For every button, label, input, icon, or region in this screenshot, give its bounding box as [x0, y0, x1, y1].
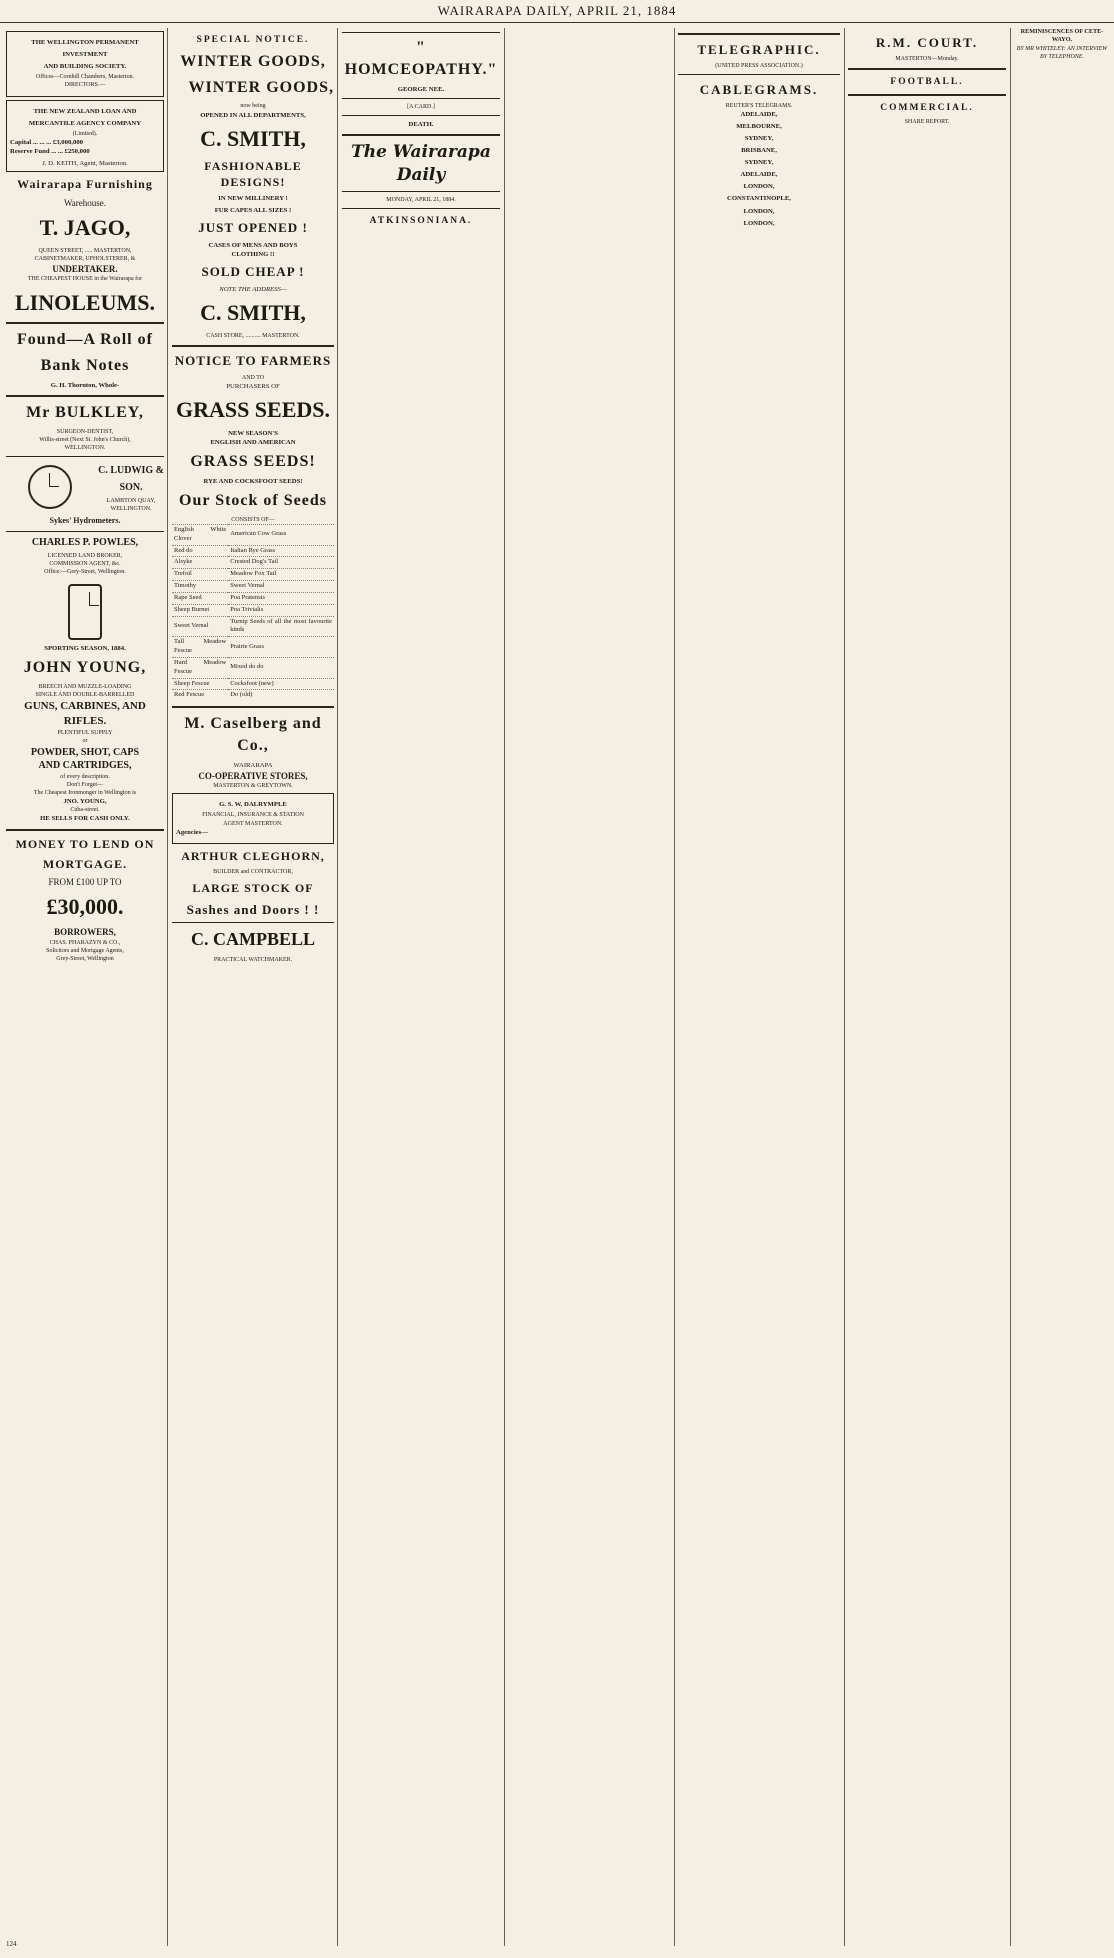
- watch-icon: [28, 465, 72, 509]
- ad-line: Office:—Grey-Street, Wellington.: [44, 569, 126, 576]
- ad-line: SURGEON-DENTIST,: [56, 428, 114, 435]
- section-heading: COMMERCIAL.: [880, 102, 974, 113]
- ad-line: AND CARTRIDGES,: [38, 760, 132, 772]
- seed-row: [172, 616, 334, 637]
- ad-line: or: [82, 738, 88, 745]
- ad-line: FROM £100 UP TO: [48, 877, 122, 888]
- column-rule: [504, 28, 505, 1946]
- ad-title: SPORTING SEASON, 1884.: [44, 645, 126, 653]
- ad-title: INVESTMENT: [62, 51, 108, 59]
- column-5: [678, 28, 840, 1946]
- seed-cell: Tall Meadow Fescue: [172, 637, 228, 658]
- section-subheading: SHARE REPORT.: [904, 118, 950, 125]
- ad-line: AND TO: [241, 374, 265, 381]
- ad-title: MERCANTILE AGENCY COMPANY: [28, 119, 142, 127]
- ad-line: NEW SEASON'S: [228, 430, 278, 437]
- ad-line: SINGLE AND DOUBLE-BARRELLED: [35, 692, 135, 699]
- column-2: [172, 28, 334, 1946]
- ad-line: MASTERTON & GREYTOWN.: [213, 783, 293, 790]
- newspaper-logo: The Wairarapa Daily: [351, 141, 491, 185]
- seed-cell: Rape Seed: [172, 592, 228, 604]
- ad-line: G. H. Thornton, Whole-: [50, 381, 120, 389]
- dateline: LONDON,: [743, 219, 775, 227]
- ad-line: UNDERTAKER.: [52, 264, 118, 275]
- ad-line: BUILDER and CONTRACTOR,: [213, 869, 293, 876]
- column-4: [508, 28, 670, 1946]
- column-6: [848, 28, 1006, 1946]
- ad-line: CO-OPERATIVE STORES,: [198, 770, 308, 781]
- column-rule: [674, 28, 675, 1946]
- byline: BY MR WHITELEY: AN INTERVIEW BY TELEPHONE.: [1016, 45, 1108, 60]
- divider: [172, 345, 334, 347]
- divider: [6, 395, 164, 397]
- capital-line: Capital ... ... ... £3,000,000: [10, 139, 84, 147]
- ad-line: of every description.: [60, 773, 110, 780]
- ad-line: (Limited).: [72, 130, 98, 137]
- seed-cell: Trefoil: [172, 569, 228, 581]
- ad-line: IN NEW MILLINERY !: [218, 195, 288, 203]
- ad-line: NOTE THE ADDRESS—: [219, 285, 287, 293]
- divider: [848, 68, 1006, 70]
- ad-title: C. SMITH,: [200, 300, 306, 326]
- column-7: [1014, 28, 1110, 1946]
- section-heading: FOOTBALL.: [890, 76, 964, 87]
- seed-cell: Meadow Fox Tail: [228, 569, 334, 581]
- ad-title: Sashes and Doors ! !: [186, 901, 320, 917]
- gun-icon: [68, 584, 102, 640]
- ad-line: LICENSED LAND BROKER,: [47, 552, 123, 559]
- ad-line: Sykes' Hydrometers.: [49, 516, 121, 526]
- seed-cell: Red Fescue: [172, 690, 228, 701]
- ad-line: HE SELLS FOR CASH ONLY.: [40, 815, 130, 823]
- ad-line: RIFLES.: [63, 715, 107, 728]
- section-heading: TELEGRAPHIC.: [697, 42, 821, 57]
- ad-line: JNO. YOUNG,: [63, 798, 107, 806]
- seed-cell: Hard Meadow Fescue: [172, 657, 228, 678]
- reserve-line: Reserve Fund ... ... £250,000: [10, 148, 90, 156]
- ad-title: THE NEW ZEALAND LOAN AND: [33, 107, 137, 115]
- divider: [678, 74, 840, 75]
- section-heading: REMINISCENCES OF CETE-: [1020, 28, 1104, 35]
- ad-dalrymple: [172, 793, 334, 844]
- ad-line: BORROWERS,: [54, 927, 116, 938]
- ad-permanent-society: [6, 31, 164, 97]
- ad-line: LAMBTON QUAY,: [106, 497, 156, 504]
- seed-cell: Cocksfoot (new): [228, 678, 334, 690]
- section-subheading: MASTERTON—Monday.: [895, 55, 959, 62]
- ad-title: C. SMITH,: [200, 125, 306, 151]
- ad-line: PURCHASERS OF: [226, 382, 280, 390]
- divider: [6, 456, 164, 457]
- ad-title: Bank Notes: [40, 357, 130, 375]
- ad-line: FUR CAPES ALL SIZES !: [214, 207, 292, 215]
- divider: [6, 531, 164, 532]
- ad-line: Offices—Cornhill Chambers, Masterton.: [35, 74, 135, 81]
- ad-line: CHAS. PHARAZYN & CO.,: [49, 939, 121, 946]
- ad-line: GEORGE NEE.: [397, 85, 445, 93]
- seed-cell: Italian Rye Grass: [228, 545, 334, 557]
- issue-date: MONDAY, APRIL 21, 1884.: [386, 197, 456, 204]
- section-heading: ATKINSONIANA.: [369, 216, 473, 227]
- seed-row: [172, 557, 334, 569]
- column-rule: [1010, 28, 1011, 1946]
- divider: [172, 706, 334, 708]
- divider: [678, 33, 840, 35]
- ad-line: DIRECTORS.—: [64, 82, 106, 89]
- seed-row: [172, 524, 334, 545]
- dateline: SYDNEY,: [744, 134, 774, 142]
- ad-title: C. LUDWIG &: [98, 465, 164, 477]
- ad-line: Don't Forget—: [66, 781, 104, 788]
- divider: [342, 115, 500, 116]
- ad-title: SPECIAL NOTICE.: [196, 35, 310, 45]
- ad-line: CASH STORE, .......... MASTERTON.: [206, 333, 300, 339]
- seed-cell: Mixed do do: [228, 657, 334, 678]
- ad-line: Grey-Street, Wellington: [56, 955, 114, 962]
- seed-row: [172, 581, 334, 593]
- dateline: ADELAIDE,: [740, 171, 778, 179]
- ad-line: WELLINGTON.: [64, 445, 106, 452]
- section-heading: R.M. COURT.: [875, 35, 979, 50]
- column-1: [6, 28, 164, 1946]
- ad-title: CHARLES P. POWLES,: [31, 537, 139, 549]
- seed-cell: Turnip Seeds of all the most favourite kinds: [228, 616, 334, 637]
- ad-ludwig: [6, 461, 164, 513]
- column-rule: [844, 28, 845, 1946]
- seed-row: [172, 678, 334, 690]
- ad-line: PRACTICAL WATCHMAKER.: [213, 956, 293, 963]
- ad-title: JOHN YOUNG,: [23, 659, 147, 677]
- ad-title: SON.: [119, 482, 143, 494]
- ad-line: BREECH AND MUZZLE-LOADING: [38, 684, 132, 691]
- ad-title: Our Stock of Seeds: [179, 492, 327, 510]
- ad-line: [A CARD.]: [407, 103, 435, 110]
- ad-line: Solicitors and Mortgage Agents,: [46, 947, 124, 954]
- divider: [342, 134, 500, 136]
- seed-table: [172, 524, 334, 701]
- ad-line: Willis-street (Next St. John's Church),: [39, 436, 131, 443]
- seed-cell: Prairie Grass: [228, 637, 334, 658]
- dateline: ADELAIDE,: [740, 110, 778, 118]
- ad-title: NOTICE TO FARMERS: [174, 353, 332, 369]
- divider: [6, 322, 164, 324]
- ad-line: QUEEN STREET, ..... MASTERTON,: [38, 247, 132, 254]
- ad-line: OPENED IN ALL DEPARTMENTS,: [200, 111, 306, 119]
- seed-cell: Poa Trivialis: [228, 604, 334, 616]
- ad-line: CLOTHING !!: [231, 251, 275, 259]
- masthead: WAIRARAPA DAILY, APRIL 21, 1884: [0, 0, 1114, 23]
- ad-line: now being: [240, 103, 266, 110]
- ad-line: ENGLISH AND AMERICAN: [210, 439, 296, 447]
- divider: [342, 208, 500, 209]
- seed-row: [172, 637, 334, 658]
- ad-title: LINOLEUMS.: [15, 289, 155, 315]
- ad-line: Cuba-street.: [70, 807, 100, 814]
- ad-line: CASES OF MENS AND BOYS: [208, 242, 298, 250]
- seed-row: [172, 690, 334, 701]
- seed-row: [172, 604, 334, 616]
- ad-title: WINTER GOODS,: [188, 78, 334, 96]
- seed-cell: Sweet Vernal: [228, 581, 334, 593]
- ad-title: JUST OPENED !: [198, 220, 308, 236]
- divider: [342, 191, 500, 192]
- ad-line: RYE AND COCKSFOOT SEEDS!: [203, 477, 303, 485]
- section-subheading: (UNITED PRESS ASSOCIATION.): [715, 62, 803, 69]
- seed-row: [172, 657, 334, 678]
- seed-row: [172, 592, 334, 604]
- ad-title: WINTER GOODS,: [180, 52, 326, 70]
- divider: [342, 32, 500, 33]
- seed-cell: English White Clover: [172, 524, 228, 545]
- ad-title: MORTGAGE.: [42, 856, 128, 871]
- ad-line: FINANCIAL, INSURANCE & STATION: [202, 812, 304, 819]
- ad-line: Agencies—: [176, 828, 208, 836]
- divider: [342, 98, 500, 99]
- seed-cell: Crested Dog's Tail: [228, 557, 334, 569]
- ad-title: G. S. W. DALRYMPLE: [219, 801, 287, 809]
- ad-line: POWDER, SHOT, CAPS: [30, 746, 140, 758]
- seed-cell: Alsyke: [172, 557, 228, 569]
- column-3: [342, 28, 500, 1946]
- seed-cell: Sheep Burnet: [172, 604, 228, 616]
- seed-cell: Red do: [172, 545, 228, 557]
- ad-title: Mr BULKLEY,: [26, 404, 144, 422]
- dateline: CONSTANTINOPLE,: [727, 195, 791, 203]
- ad-title: M. Caselberg and Co.,: [184, 715, 322, 754]
- ad-line: WELLINGTON.: [110, 505, 152, 512]
- column-rule: [167, 28, 168, 1946]
- divider: [172, 922, 334, 923]
- ad-line: WAIRARAPA: [233, 761, 273, 769]
- ad-title: Wairarapa Furnishing: [17, 177, 153, 192]
- ad-title: C. CAMPBELL: [190, 929, 315, 950]
- ad-line: AGENT MASTERTON.: [223, 820, 283, 827]
- seed-cell: Sweet Vernal: [172, 616, 228, 637]
- ad-line: THE CHEAPEST HOUSE in the Wairarapa for: [27, 276, 143, 283]
- dateline: LONDON,: [743, 207, 775, 215]
- ad-line: GUNS, CARBINES, AND: [24, 700, 146, 713]
- section-subheading: REUTER'S TELEGRAMS.: [725, 102, 793, 109]
- ad-title: Warehouse.: [63, 197, 106, 208]
- seed-cell: Do (old): [228, 690, 334, 701]
- divider: [848, 94, 1006, 96]
- dateline: SYDNEY,: [744, 159, 774, 167]
- ad-line: CABINETMAKER, UPHOLSTERER, &: [34, 255, 136, 262]
- seed-table-body: [172, 524, 334, 701]
- ad-title: T. JAGO,: [39, 214, 131, 240]
- ad-line: CONSISTS OF—: [231, 516, 275, 523]
- ad-line: COMMISSION AGENT, &c.: [49, 560, 121, 567]
- ad-nz-loan: [6, 100, 164, 173]
- section-heading: CABLEGRAMS.: [699, 81, 819, 97]
- ad-title: GRASS SEEDS.: [175, 397, 331, 423]
- ad-title: FASHIONABLE DESIGNS!: [204, 158, 302, 189]
- seed-cell: Timothy: [172, 581, 228, 593]
- ad-line: The Cheapest Ironmonger in Wellington is: [33, 790, 137, 797]
- column-rule: [337, 28, 338, 1946]
- seed-row: [172, 569, 334, 581]
- page-number: 124: [6, 1940, 17, 1948]
- seed-cell: Sheep Fescue: [172, 678, 228, 690]
- dateline: LONDON,: [743, 183, 775, 191]
- ad-title: " HOMCEOPATHY.": [344, 39, 498, 78]
- ad-line: PLENTIFUL SUPPLY: [57, 730, 113, 737]
- ad-title: MONEY TO LEND ON: [15, 836, 155, 851]
- agent-line: J. D. KEITH, Agent, Masterton.: [42, 160, 128, 168]
- ad-title: AND BUILDING SOCIETY.: [43, 63, 127, 71]
- divider: [6, 829, 164, 831]
- seed-cell: American Cow Grass: [228, 524, 334, 545]
- ad-title: Found—A Roll of: [17, 331, 153, 349]
- seed-cell: Poa Pratensis: [228, 592, 334, 604]
- dateline: BRISBANE,: [741, 146, 777, 154]
- ad-title: GRASS SEEDS!: [190, 453, 316, 471]
- ad-title: THE WELLINGTON PERMANENT: [31, 39, 139, 46]
- ad-title: LARGE STOCK OF: [192, 881, 314, 896]
- dateline: MELBOURNE,: [736, 122, 782, 130]
- seed-row: [172, 545, 334, 557]
- section-heading: DEATH.: [408, 120, 434, 128]
- section-heading: WAYO.: [1051, 36, 1073, 44]
- ad-title: SOLD CHEAP !: [201, 264, 305, 280]
- ad-title: £30,000.: [46, 894, 124, 920]
- ad-title: ARTHUR CLEGHORN,: [181, 848, 325, 863]
